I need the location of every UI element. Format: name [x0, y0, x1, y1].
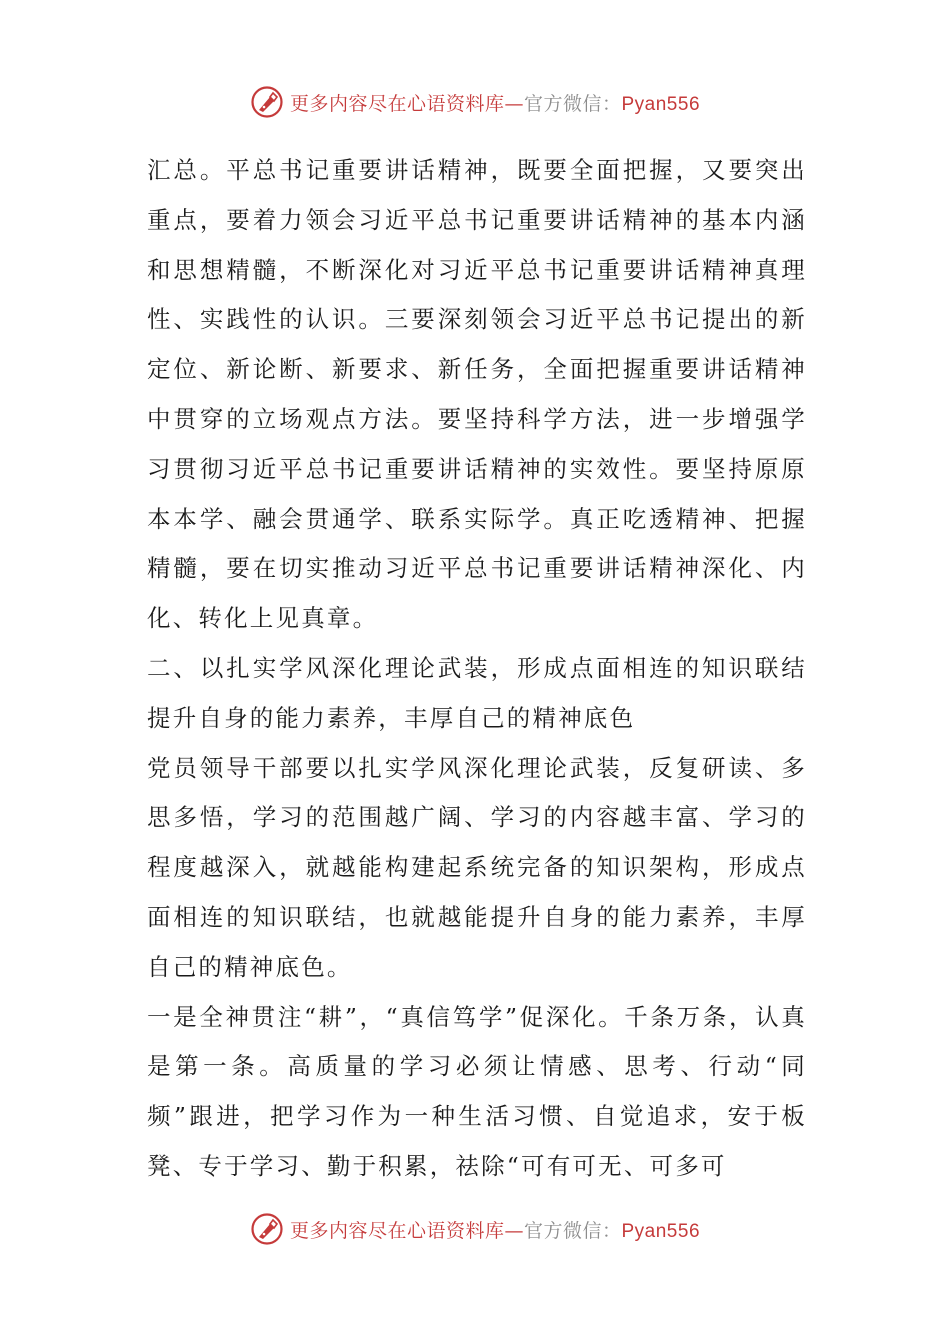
watermark-text: [290, 1216, 700, 1243]
body-paragraph: 党员领导干部要以扎实学风深化理论武装，反复研读、多思多悟，学习的范围越广阔、学习的内容越丰富、学习的程度越深入，就越能构建起系统完备的知识架构，形成点面相连的知识联结，也就越能提升自身的能力素养，丰厚自己的精神底色。: [147, 753, 807, 981]
watermark-dash: —: [504, 92, 524, 115]
pen-nib-logo-icon: [250, 85, 284, 119]
footer-watermark-banner: [0, 1209, 950, 1249]
body-paragraph: 汇总。平总书记重要讲话精神，既要全面把握，又要突出重点，要着力领会习近平总书记重要讲话精神的基本内涵和思想精髓，不断深化对习近平总书记重要讲话精神真理性、实践性的认识。三要深刻领会习近平总书记提出的新定位、新论断、新要求、新任务，全面把握重要讲话精神中贯穿的立场观点方法。要坚持科学方法，进一步增强学习贯彻习近平总书记重要讲话精神的实效性。要坚持原原本本学、融会贯通学、联系实际学。真正吃透精神、把握精髓，要在切实推动习近平总书记重要讲话精神深化、内化、转化上见真章。: [147, 156, 807, 633]
watermark-wechat-id: Pyan556: [621, 1220, 701, 1242]
header-watermark-banner: [0, 82, 950, 122]
section-heading: 二、以扎实学风深化理论武装，形成点面相连的知识联结提升自身的能力素养，丰厚自己的精神底色: [147, 653, 807, 732]
watermark-text: [290, 89, 700, 116]
document-body: [147, 146, 807, 1192]
watermark-official-label: 官方微信：: [523, 92, 622, 115]
watermark-dash: —: [504, 1219, 524, 1242]
watermark-wechat-id: Pyan556: [621, 93, 701, 115]
watermark-brand: 更多内容尽在心语资料库: [289, 92, 505, 115]
pen-nib-logo-icon: [250, 1212, 284, 1246]
watermark-brand: 更多内容尽在心语资料库: [289, 1219, 505, 1242]
watermark-official-label: 官方微信：: [523, 1219, 622, 1242]
body-paragraph: 一是全神贯注“耕”，“真信笃学”促深化。千条万条，认真是第一条。高质量的学习必须让情感、思考、行动“同频”跟进，把学习作为一种生活习惯、自觉追求，安于板凳、专于学习、勤于积累，祛除“可有可无、可多可: [147, 1002, 807, 1180]
